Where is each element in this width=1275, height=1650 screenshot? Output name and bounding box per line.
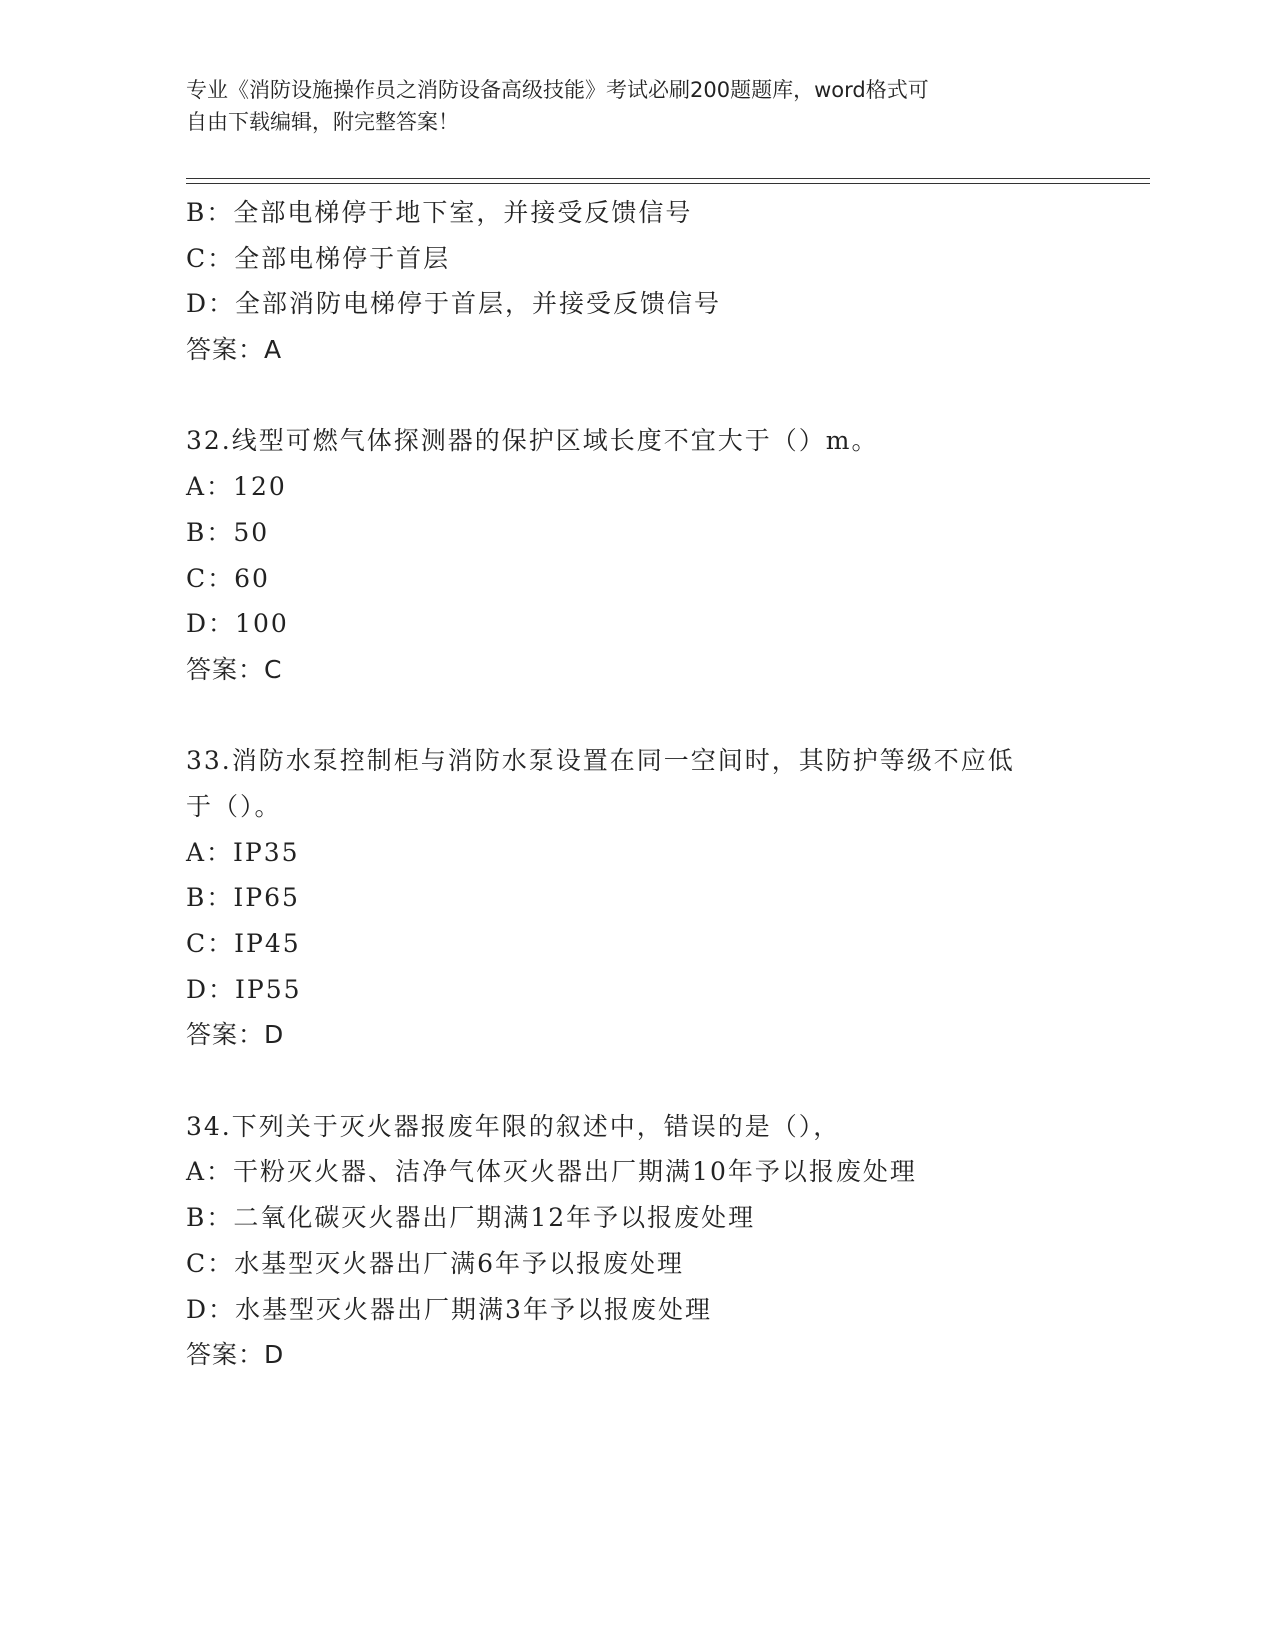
question-34 <box>186 1104 1086 1378</box>
option-b: B：50 <box>186 517 270 547</box>
header-line-2: 自由下载编辑，附完整答案！ <box>186 110 459 134</box>
option-a: A：干粉灭火器、洁净气体灭火器出厂期满10年予以报废处理 <box>186 1157 917 1187</box>
option-c: C：60 <box>186 563 270 593</box>
header-line-1: 专业《消防设施操作员之消防设备高级技能》考试必刷200题题库，word格式可 <box>186 78 929 102</box>
option-d: D：全部消防电梯停于首层，并接受反馈信号 <box>186 289 722 319</box>
option-d: D：水基型灭火器出厂期满3年予以报废处理 <box>186 1294 712 1324</box>
answer: 答案：A <box>186 335 283 365</box>
question-31 <box>186 190 1086 373</box>
header-divider-bottom <box>186 183 1150 184</box>
answer: 答案：D <box>186 1020 285 1050</box>
option-b: B：二氧化碳灭火器出厂期满12年予以报废处理 <box>186 1203 756 1233</box>
question-text-line-1: 33.消防水泵控制柜与消防水泵设置在同一空间时，其防护等级不应低 <box>186 746 1015 776</box>
question-text-line-2: 于（）。 <box>186 791 282 821</box>
question-text: 32.线型可燃气体探测器的保护区域长度不宜大于（）m。 <box>186 426 879 456</box>
answer: 答案：D <box>186 1340 285 1370</box>
option-d: D：IP55 <box>186 974 302 1004</box>
answer: 答案：C <box>186 654 283 684</box>
option-c: C：水基型灭火器出厂满6年予以报废处理 <box>186 1248 685 1278</box>
option-d: D：100 <box>186 609 289 639</box>
option-b: B：全部电梯停于地下室，并接受反馈信号 <box>186 198 693 227</box>
header-divider-top <box>186 178 1150 179</box>
option-c: C：IP45 <box>186 929 301 958</box>
question-33 <box>186 738 1086 1058</box>
question-32 <box>186 418 1086 692</box>
question-list <box>186 190 1086 1378</box>
option-a: A：120 <box>186 472 287 502</box>
question-text: 34.下列关于灭火器报废年限的叙述中，错误的是（）， <box>186 1111 841 1141</box>
option-c: C：全部电梯停于首层 <box>186 243 451 273</box>
option-a: A：IP35 <box>186 837 300 867</box>
document-header <box>186 74 1086 138</box>
option-b: B：IP65 <box>186 883 300 913</box>
